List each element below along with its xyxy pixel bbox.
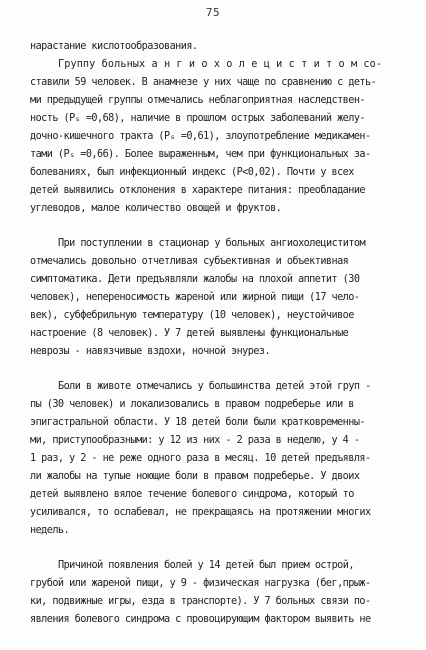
text-line: симптоматика. Дети предъявляли жалобы на плохой аппетит (30 — [30, 274, 360, 285]
text-line: 1 раз, у 2 - не реже одного раза в месяц. 10 детей предъявля- — [30, 453, 371, 464]
text-line: ми, приступообразными: у 12 из них - 2 раза в неделю, у 4 - — [30, 435, 360, 446]
text-line: ставили 59 человек. В анамнезе у них чаще по сравнению с деть- — [30, 77, 377, 88]
text-line: нарастание кислотообразования. — [30, 41, 198, 52]
text-line: ки, подвижные игры, езда в транспорте). У 7 больных связи по- — [30, 596, 371, 607]
text-line: ность (Pₛ =0,68), наличие в прошлом острых заболеваний желу- — [30, 113, 366, 124]
text-line: углеводов, малое количество овощей и фруктов. — [30, 203, 282, 214]
text-line: тами (Pₛ =0,66). Более выраженным, чем при функциональных за- — [30, 149, 371, 160]
text-line: грубой или жареной пищи, у 9 - физическая нагрузка (бег,прыж- — [30, 578, 371, 589]
text-line: Боли в животе отмечались у большинства детей этой груп - — [58, 381, 371, 392]
text-line: явления болевого синдрома с провоцирующим фактором выявить не — [30, 614, 371, 625]
text-line: При поступлении в стационар у больных ангиохолециститом — [58, 238, 366, 249]
text-line: Причиной появления болей у 14 детей был прием острой, — [58, 560, 354, 571]
text-line: болеваниях, был инфекционный индекс (P<0,02). Почти у всех — [30, 167, 354, 178]
text-line: пы (30 человек) и локализовались в правом подреберье или в — [30, 399, 354, 410]
text-line: недель. — [30, 525, 70, 536]
text-line: усиливался, то ослабевал, не прекращаясь на протяжении многих — [30, 507, 371, 518]
text-line: детей выявлено вялое течение болевого синдрома, который то — [30, 489, 354, 500]
text-line: век), субфебрильную температуру (10 человек), неустойчивое — [30, 310, 354, 321]
page-number: 75 — [205, 6, 221, 19]
text-line: эпигастральной области. У 18 детей боли были кратковременны- — [30, 417, 366, 428]
text-line: неврозы - навязчивые вздохи, ночной энурез. — [30, 346, 271, 357]
text-line: Группу больных а н г и о х о л е ц и с т и т о м со- — [58, 59, 383, 70]
text-line: человек), непереносимость жареной или жирной пищи (17 чело- — [30, 292, 360, 303]
text-line: настроение (8 человек). У 7 детей выявлены функциональные — [30, 328, 349, 339]
text-line: ли жалобы на тупые ноющие боли в правом подреберье. У двоих — [30, 471, 360, 482]
text-line: отмечались довольно отчетливая субъективная и объективная — [30, 256, 349, 267]
text-line: дочно-кишечного тракта (Pₛ =0,61), злоупотребление медикамен- — [30, 131, 371, 142]
text-line: детей выявились отклонения в характере питания: преобладание — [30, 185, 366, 196]
text-line: ми предыдущей группы отмечались неблагоприятная наследствен- — [30, 95, 366, 106]
